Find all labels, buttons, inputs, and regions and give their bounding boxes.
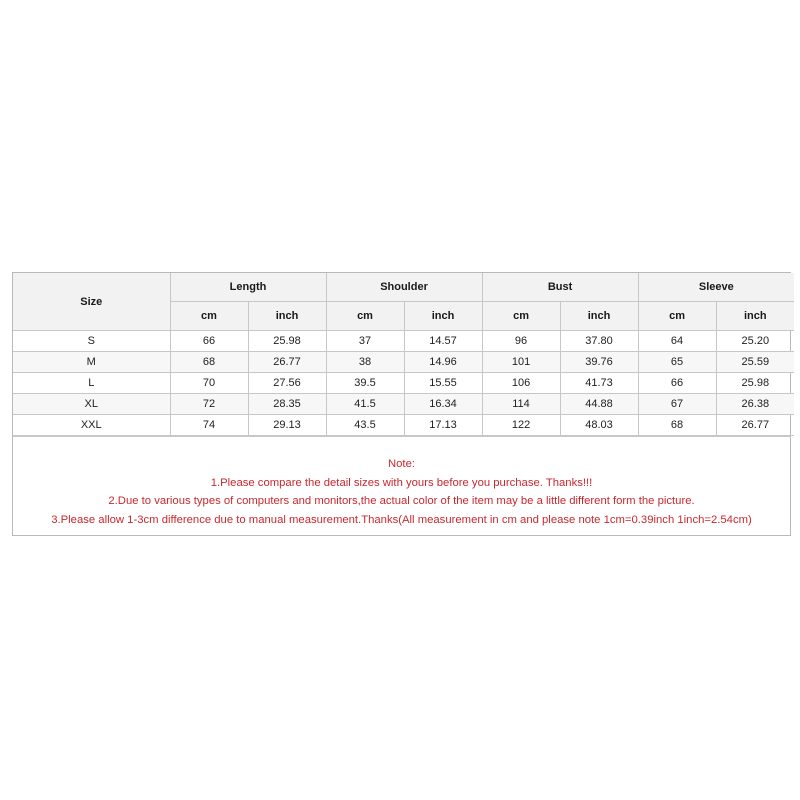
unit-header: cm bbox=[482, 302, 560, 331]
unit-header: cm bbox=[326, 302, 404, 331]
table-row bbox=[13, 331, 794, 352]
unit-header: inch bbox=[248, 302, 326, 331]
table-cell: 68 bbox=[638, 415, 716, 436]
table-row bbox=[13, 415, 794, 436]
unit-header: inch bbox=[560, 302, 638, 331]
note-line: 2.Due to various types of computers and monitors,the actual color of the item may be a little different form the picture. bbox=[108, 495, 695, 507]
unit-header: cm bbox=[638, 302, 716, 331]
table-row bbox=[13, 373, 794, 394]
table-cell: 74 bbox=[170, 415, 248, 436]
size-cell: XL bbox=[13, 394, 170, 415]
table-cell: 14.96 bbox=[404, 352, 482, 373]
bust-header: Bust bbox=[482, 273, 638, 302]
table-cell: 25.59 bbox=[716, 352, 794, 373]
table-cell: 96 bbox=[482, 331, 560, 352]
table-cell: 39.76 bbox=[560, 352, 638, 373]
table-cell: 44.88 bbox=[560, 394, 638, 415]
table-cell: 41.5 bbox=[326, 394, 404, 415]
table-cell: 25.20 bbox=[716, 331, 794, 352]
table-cell: 27.56 bbox=[248, 373, 326, 394]
table-cell: 25.98 bbox=[248, 331, 326, 352]
unit-header: inch bbox=[404, 302, 482, 331]
table-cell: 39.5 bbox=[326, 373, 404, 394]
table-cell: 26.77 bbox=[248, 352, 326, 373]
unit-header: inch bbox=[716, 302, 794, 331]
table-cell: 41.73 bbox=[560, 373, 638, 394]
note-line: 3.Please allow 1-3cm difference due to manual measurement.Thanks(All measurement in cm and please note 1cm=0.39inch 1inch=2.54cm) bbox=[51, 513, 752, 526]
table-cell: 122 bbox=[482, 415, 560, 436]
table-cell: 26.38 bbox=[716, 394, 794, 415]
size-header: Size bbox=[13, 273, 170, 331]
table-cell: 37.80 bbox=[560, 331, 638, 352]
table-cell: 26.77 bbox=[716, 415, 794, 436]
table-cell: 15.55 bbox=[404, 373, 482, 394]
length-header: Length bbox=[170, 273, 326, 302]
table-cell: 66 bbox=[638, 373, 716, 394]
table-cell: 67 bbox=[638, 394, 716, 415]
table-cell: 64 bbox=[638, 331, 716, 352]
table-cell: 43.5 bbox=[326, 415, 404, 436]
size-cell: M bbox=[13, 352, 170, 373]
table-cell: 28.35 bbox=[248, 394, 326, 415]
notes-title: Note: bbox=[387, 458, 415, 470]
size-cell: S bbox=[13, 331, 170, 352]
table-cell: 17.13 bbox=[404, 415, 482, 436]
table-cell: 37 bbox=[326, 331, 404, 352]
size-table bbox=[13, 273, 794, 436]
table-cell: 106 bbox=[482, 373, 560, 394]
table-cell: 72 bbox=[170, 394, 248, 415]
table-cell: 16.34 bbox=[404, 394, 482, 415]
table-cell: 65 bbox=[638, 352, 716, 373]
table-cell: 14.57 bbox=[404, 331, 482, 352]
table-cell: 29.13 bbox=[248, 415, 326, 436]
shoulder-header: Shoulder bbox=[326, 273, 482, 302]
unit-header: cm bbox=[170, 302, 248, 331]
table-cell: 114 bbox=[482, 394, 560, 415]
size-cell: XXL bbox=[13, 415, 170, 436]
table-cell: 68 bbox=[170, 352, 248, 373]
note-line: 1.Please compare the detail sizes with yours before you purchase. Thanks!!! bbox=[210, 476, 593, 489]
table-cell: 48.03 bbox=[560, 415, 638, 436]
size-cell: L bbox=[13, 373, 170, 394]
table-row bbox=[13, 352, 794, 373]
table-row bbox=[13, 394, 794, 415]
table-cell: 38 bbox=[326, 352, 404, 373]
notes-section bbox=[13, 436, 790, 535]
header-group-row bbox=[13, 273, 794, 302]
table-cell: 25.98 bbox=[716, 373, 794, 394]
size-chart bbox=[12, 272, 791, 536]
sleeve-header: Sleeve bbox=[638, 273, 794, 302]
table-cell: 66 bbox=[170, 331, 248, 352]
table-cell: 70 bbox=[170, 373, 248, 394]
table-cell: 101 bbox=[482, 352, 560, 373]
